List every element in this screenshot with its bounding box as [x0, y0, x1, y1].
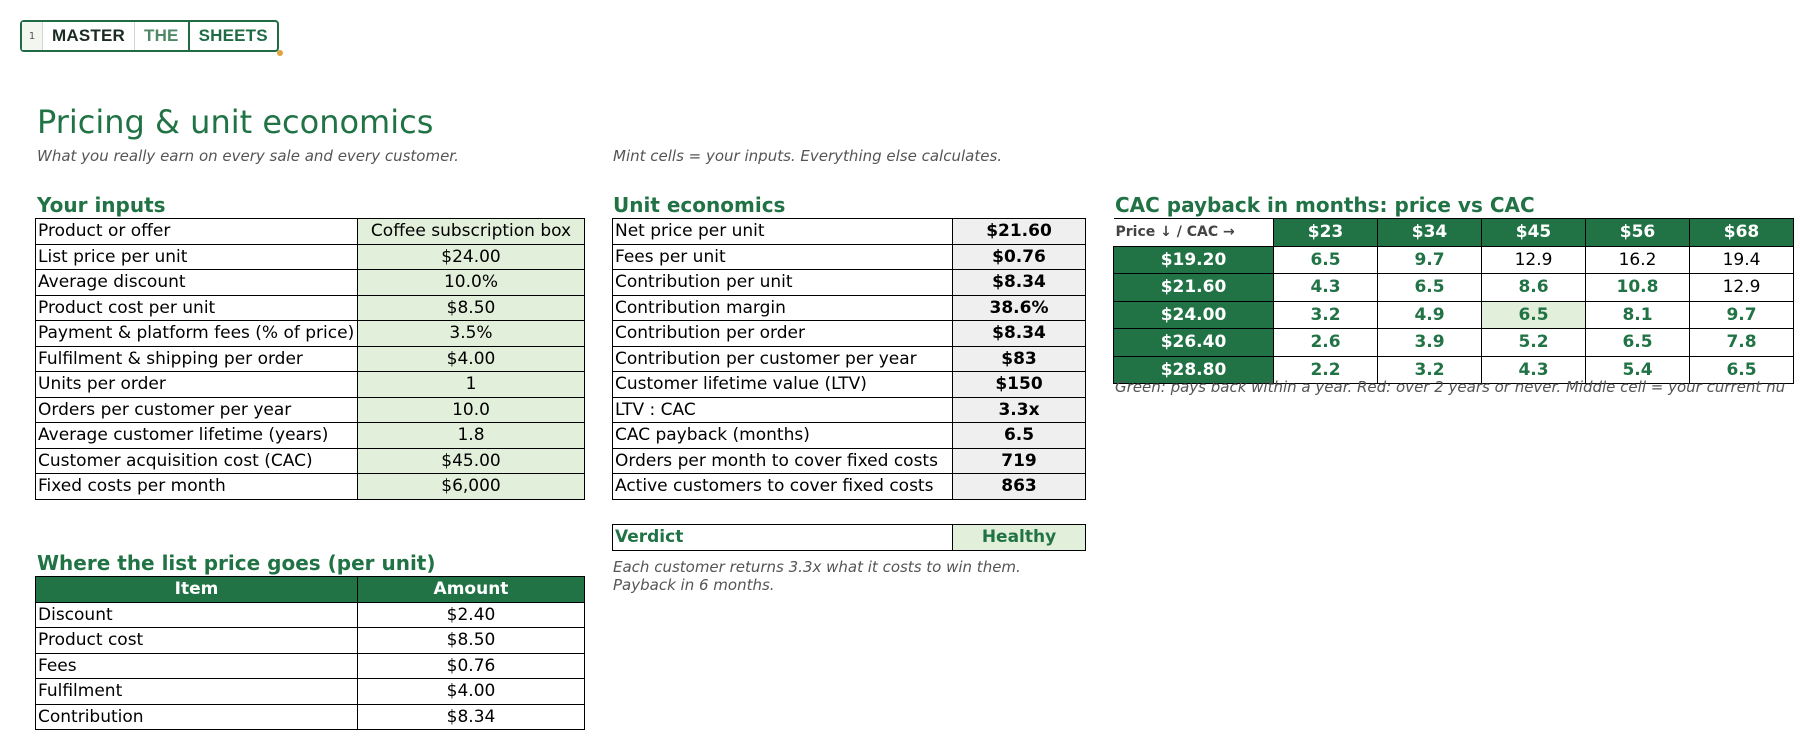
metric-value-cell[interactable]: 719	[953, 448, 1086, 474]
input-label: Orders per customer per year	[36, 397, 358, 423]
metric-value-cell[interactable]: 3.3x	[953, 397, 1086, 423]
metric-label: Active customers to cover fixed costs	[613, 474, 953, 500]
verdict-note-line2: Payback in 6 months.	[613, 576, 775, 594]
metric-row	[613, 423, 1086, 449]
payback-cell[interactable]: 3.2	[1274, 301, 1378, 329]
payback-price-header[interactable]: $21.60	[1114, 274, 1274, 302]
input-label: Payment & platform fees (% of price)	[36, 321, 358, 347]
metric-label: Contribution per order	[613, 321, 953, 347]
breakdown-item: Fees	[36, 653, 358, 679]
unit-economics-table	[612, 218, 1086, 500]
payback-corner-label: Price ↓ / CAC →	[1114, 219, 1274, 247]
input-value-cell[interactable]: 3.5%	[358, 321, 585, 347]
input-label: Customer acquisition cost (CAC)	[36, 448, 358, 474]
input-row	[36, 423, 585, 449]
input-label: Fulfilment & shipping per order	[36, 346, 358, 372]
metric-row	[613, 270, 1086, 296]
input-value-cell[interactable]: $4.00	[358, 346, 585, 372]
metric-row	[613, 372, 1086, 398]
breakdown-header-row	[36, 577, 585, 603]
breakdown-amount[interactable]: $4.00	[358, 679, 585, 705]
logo-accent-dot	[277, 50, 283, 56]
payback-cell[interactable]: 6.5	[1274, 246, 1378, 274]
metric-value-cell[interactable]: $83	[953, 346, 1086, 372]
inputs-heading: Your inputs	[37, 193, 166, 217]
breakdown-item: Contribution	[36, 704, 358, 730]
metric-value-cell[interactable]: $21.60	[953, 219, 1086, 245]
input-label: Product cost per unit	[36, 295, 358, 321]
payback-cell[interactable]: 9.7	[1378, 246, 1482, 274]
metric-value-cell[interactable]: 6.5	[953, 423, 1086, 449]
input-value-cell[interactable]: $6,000	[358, 474, 585, 500]
metric-row	[613, 474, 1086, 500]
payback-cac-header[interactable]: $68	[1690, 219, 1794, 247]
breakdown-row	[36, 602, 585, 628]
metric-label: Fees per unit	[613, 244, 953, 270]
metric-row	[613, 295, 1086, 321]
input-row	[36, 270, 585, 296]
inputs-hint: Mint cells = your inputs. Everything else calculates.	[613, 147, 1003, 165]
input-row	[36, 346, 585, 372]
page-title: Pricing & unit economics	[37, 103, 434, 141]
verdict-label: Verdict	[613, 525, 953, 551]
input-label: Average customer lifetime (years)	[36, 423, 358, 449]
payback-cell[interactable]: 6.5	[1378, 274, 1482, 302]
metric-row	[613, 244, 1086, 270]
metric-value-cell[interactable]: $8.34	[953, 321, 1086, 347]
breakdown-item: Fulfilment	[36, 679, 358, 705]
input-label: Average discount	[36, 270, 358, 296]
breakdown-heading: Where the list price goes (per unit)	[37, 551, 436, 575]
input-label: Product or offer	[36, 219, 358, 245]
logo-word-the: THE	[134, 22, 188, 50]
payback-cell[interactable]: 5.2	[1482, 329, 1586, 357]
breakdown-col-item: Item	[36, 577, 358, 603]
breakdown-amount[interactable]: $8.34	[358, 704, 585, 730]
payback-row	[1114, 301, 1794, 329]
payback-cell[interactable]: 12.9	[1482, 246, 1586, 274]
input-row	[36, 244, 585, 270]
payback-cell[interactable]: 16.2	[1586, 246, 1690, 274]
breakdown-row	[36, 704, 585, 730]
metric-row	[613, 346, 1086, 372]
breakdown-item: Product cost	[36, 628, 358, 654]
payback-price-header[interactable]: $24.00	[1114, 301, 1274, 329]
payback-cell[interactable]: 8.6	[1482, 274, 1586, 302]
payback-price-header[interactable]: $26.40	[1114, 329, 1274, 357]
payback-current-cell[interactable]: 6.5	[1482, 301, 1586, 329]
payback-legend-note: Green: pays back within a year. Red: over 2 years or never. Middle cell = your current nu	[1115, 378, 1786, 396]
input-label: Units per order	[36, 372, 358, 398]
unit-economics-heading: Unit economics	[613, 193, 786, 217]
payback-cac-header[interactable]: $34	[1378, 219, 1482, 247]
metric-value-cell[interactable]: 38.6%	[953, 295, 1086, 321]
input-label: Fixed costs per month	[36, 474, 358, 500]
metric-value-cell[interactable]: $8.34	[953, 270, 1086, 296]
payback-cac-header[interactable]: $23	[1274, 219, 1378, 247]
payback-price-header[interactable]: $19.20	[1114, 246, 1274, 274]
input-value-cell[interactable]: 1	[358, 372, 585, 398]
breakdown-amount[interactable]: $8.50	[358, 628, 585, 654]
input-value-cell[interactable]: Coffee subscription box	[358, 219, 585, 245]
breakdown-col-amount: Amount	[358, 577, 585, 603]
metric-label: LTV : CAC	[613, 397, 953, 423]
payback-cell[interactable]: 19.4	[1690, 246, 1794, 274]
input-row	[36, 474, 585, 500]
payback-heading: CAC payback in months: price vs CAC	[1115, 193, 1535, 217]
payback-cell[interactable]: 6.5	[1586, 329, 1690, 357]
payback-cell[interactable]: 4.3	[1482, 356, 1586, 384]
payback-cell[interactable]: 2.6	[1274, 329, 1378, 357]
payback-cell[interactable]: 10.8	[1586, 274, 1690, 302]
input-row	[36, 397, 585, 423]
input-value-cell[interactable]: 1.8	[358, 423, 585, 449]
breakdown-item: Discount	[36, 602, 358, 628]
input-row	[36, 219, 585, 245]
payback-cell[interactable]: 3.2	[1378, 356, 1482, 384]
metric-label: Orders per month to cover fixed costs	[613, 448, 953, 474]
metric-row	[613, 448, 1086, 474]
metric-label: Customer lifetime value (LTV)	[613, 372, 953, 398]
input-row	[36, 448, 585, 474]
metric-label: Contribution per customer per year	[613, 346, 953, 372]
payback-cell[interactable]: 4.9	[1378, 301, 1482, 329]
payback-cell[interactable]: 8.1	[1586, 301, 1690, 329]
brand-logo	[20, 20, 279, 52]
payback-row	[1114, 274, 1794, 302]
metric-label: Net price per unit	[613, 219, 953, 245]
payback-header-row	[1114, 219, 1794, 247]
breakdown-amount[interactable]: $2.40	[358, 602, 585, 628]
input-value-cell[interactable]: 10.0	[358, 397, 585, 423]
payback-cell[interactable]: 9.7	[1690, 301, 1794, 329]
payback-row	[1114, 329, 1794, 357]
verdict-note-line1: Each customer returns 3.3x what it costs to win them.	[613, 558, 1021, 576]
metric-label: Contribution margin	[613, 295, 953, 321]
payback-cell[interactable]: 3.9	[1378, 329, 1482, 357]
metric-value-cell[interactable]: $0.76	[953, 244, 1086, 270]
metric-label: CAC payback (months)	[613, 423, 953, 449]
breakdown-row	[36, 679, 585, 705]
verdict-value[interactable]: Healthy	[953, 525, 1086, 551]
breakdown-row	[36, 653, 585, 679]
payback-row	[1114, 246, 1794, 274]
payback-cell[interactable]: 4.3	[1274, 274, 1378, 302]
input-row	[36, 321, 585, 347]
inputs-table	[35, 218, 585, 500]
payback-cell[interactable]: 12.9	[1690, 274, 1794, 302]
input-value-cell[interactable]: $8.50	[358, 295, 585, 321]
input-row	[36, 372, 585, 398]
breakdown-row	[36, 628, 585, 654]
logo-word-master: MASTER	[52, 26, 125, 45]
payback-cell[interactable]: 2.2	[1274, 356, 1378, 384]
payback-cell[interactable]: 5.4	[1586, 356, 1690, 384]
logo-word-sheets: SHEETS	[188, 22, 277, 50]
metric-label: Contribution per unit	[613, 270, 953, 296]
payback-price-header[interactable]: $28.80	[1114, 356, 1274, 384]
payback-cac-header[interactable]: $45	[1482, 219, 1586, 247]
page-subtitle: What you really earn on every sale and every customer.	[37, 147, 459, 165]
payback-cac-header[interactable]: $56	[1586, 219, 1690, 247]
metric-row	[613, 219, 1086, 245]
metric-value-cell[interactable]: $150	[953, 372, 1086, 398]
verdict-row	[613, 525, 1086, 551]
payback-cell[interactable]: 7.8	[1690, 329, 1794, 357]
logo-number: 1	[22, 22, 43, 50]
payback-cell[interactable]: 6.5	[1690, 356, 1794, 384]
input-value-cell[interactable]: $24.00	[358, 244, 585, 270]
input-label: List price per unit	[36, 244, 358, 270]
metric-row	[613, 321, 1086, 347]
breakdown-amount[interactable]: $0.76	[358, 653, 585, 679]
metric-row	[613, 397, 1086, 423]
input-row	[36, 295, 585, 321]
input-value-cell[interactable]: $45.00	[358, 448, 585, 474]
verdict-table	[612, 524, 1086, 551]
input-value-cell[interactable]: 10.0%	[358, 270, 585, 296]
payback-grid	[1113, 218, 1794, 384]
metric-value-cell[interactable]: 863	[953, 474, 1086, 500]
breakdown-table	[35, 576, 585, 730]
